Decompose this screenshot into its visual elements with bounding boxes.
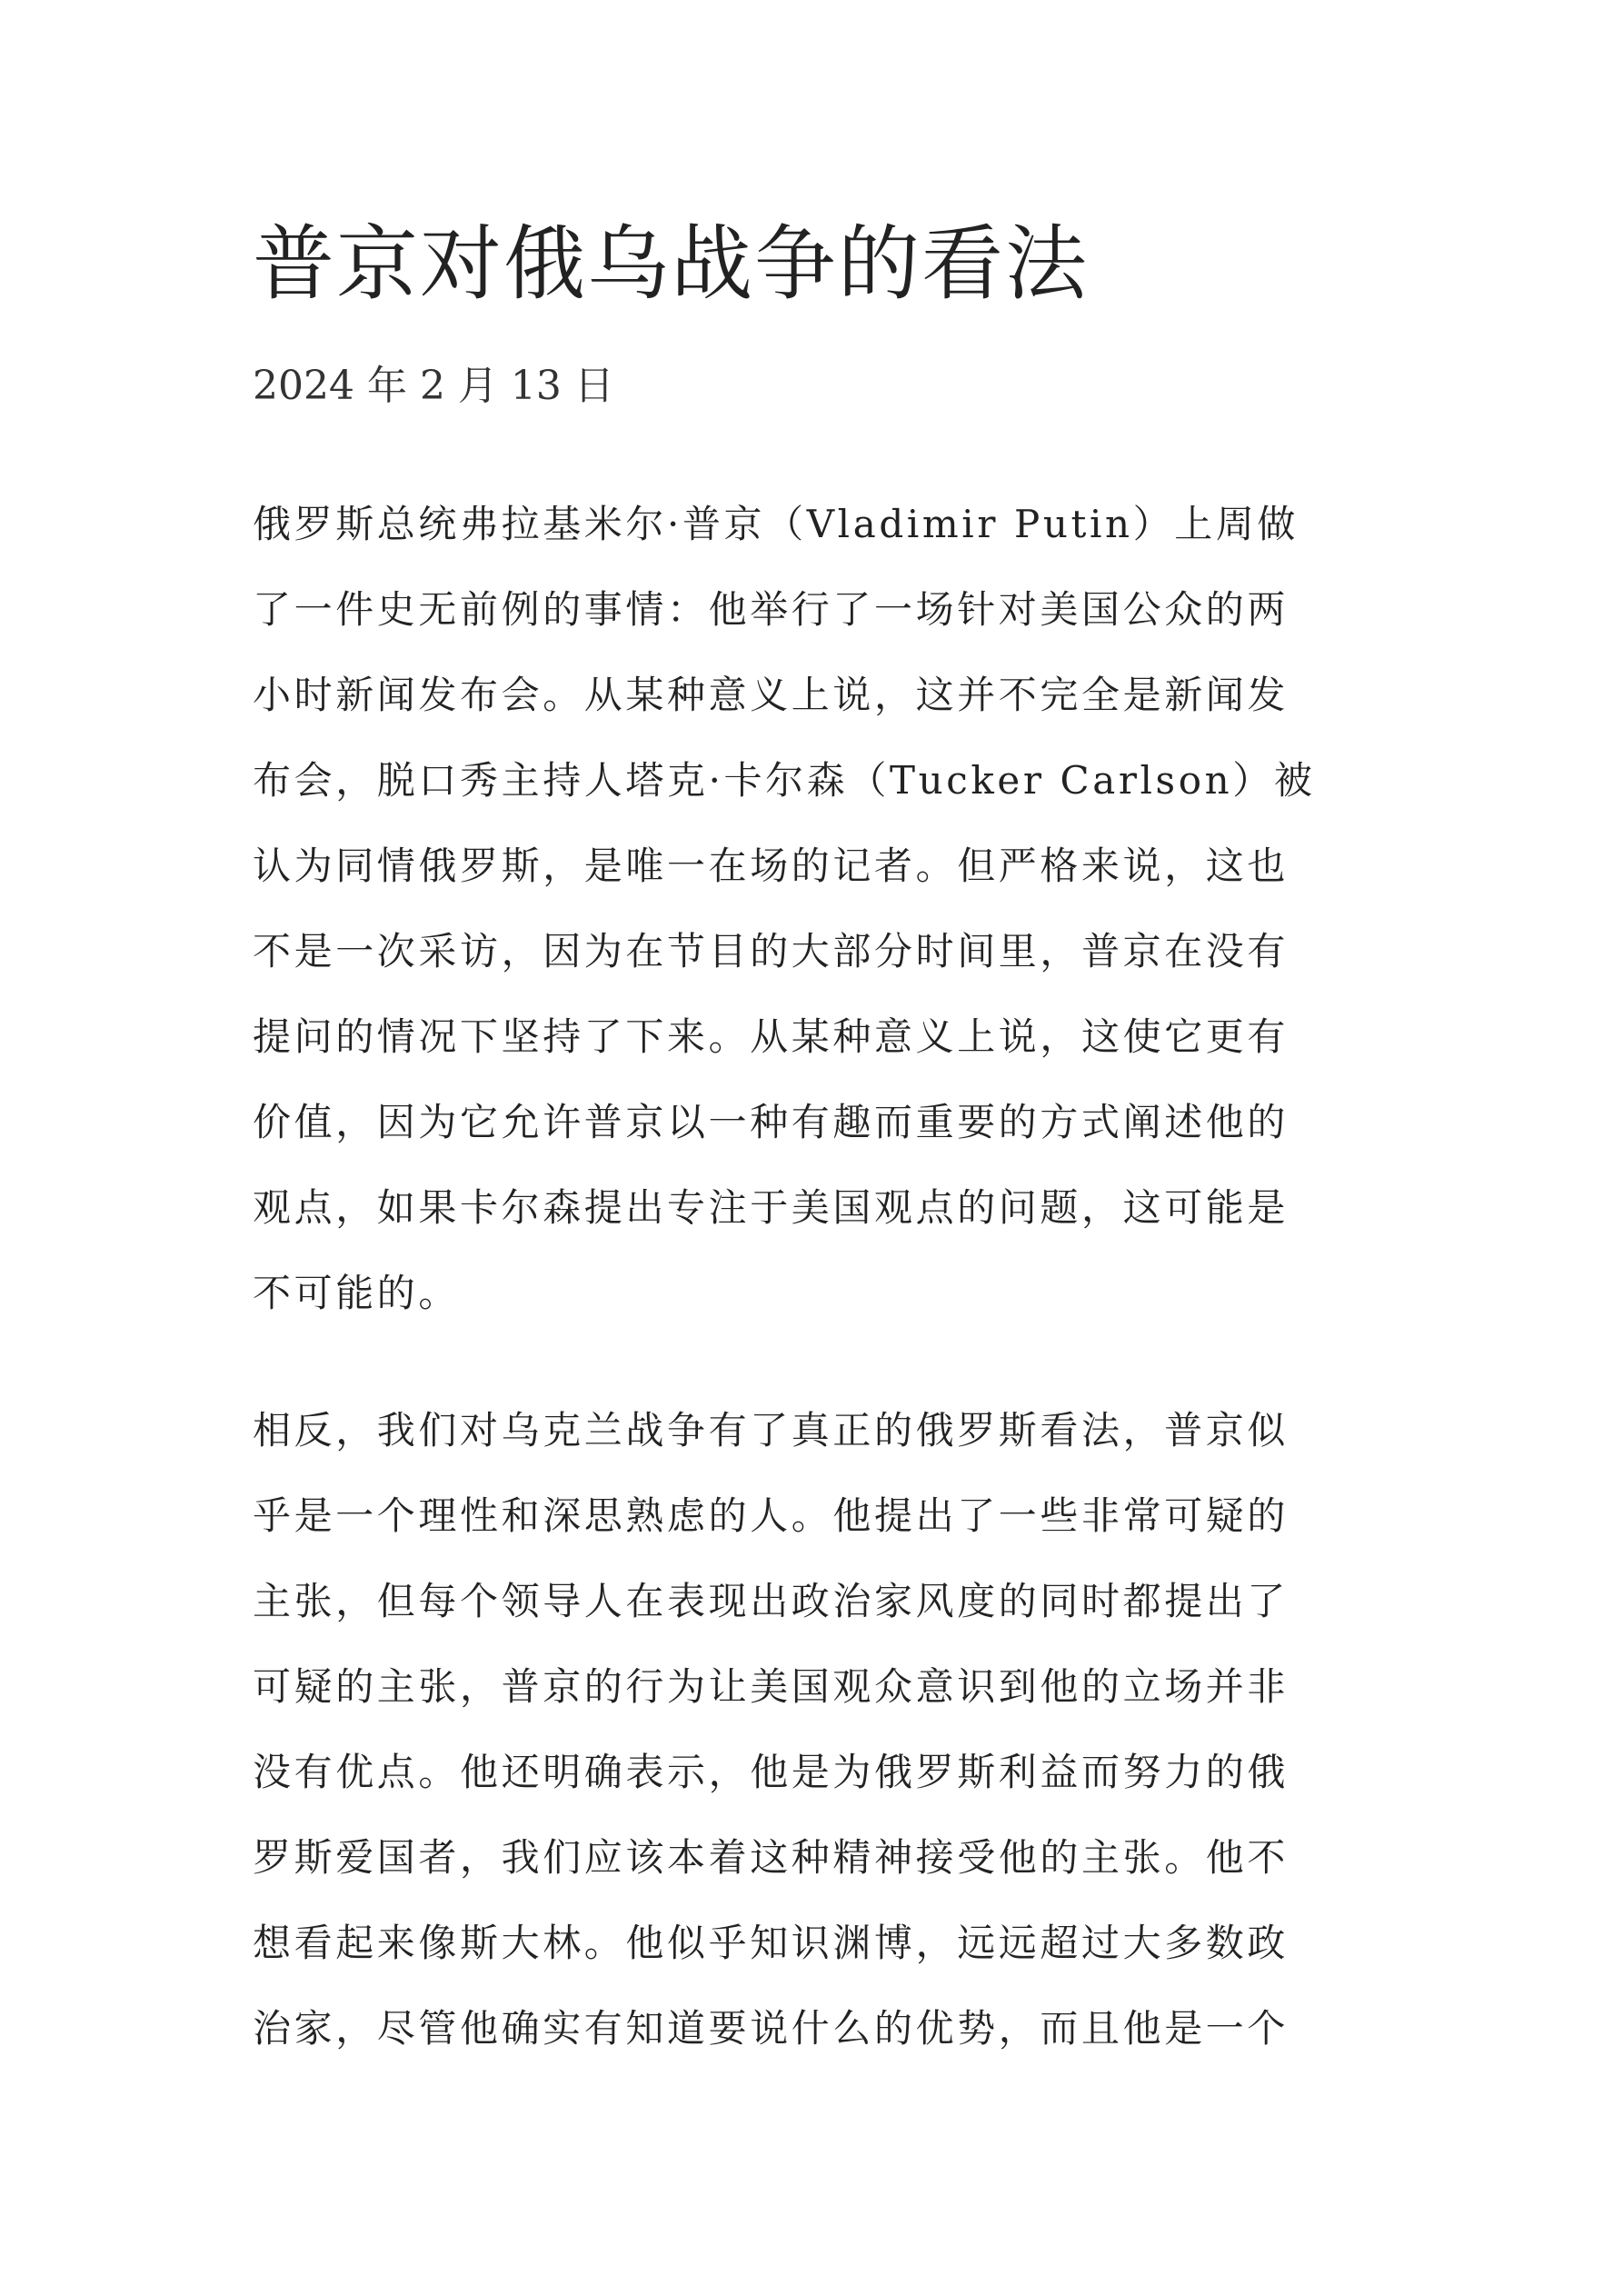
paragraph-line: 认为同情俄罗斯，是唯一在场的记者。但严格来说，这也 [253,844,1289,888]
article-date: 2024 年 2 月 13 日 [253,363,614,409]
paragraph-line: 治家，尽管他确实有知道要说什么的优势，而且他是一个 [253,2006,1289,2051]
article-title: 普京对俄乌战争的看法 [253,216,1089,312]
paragraph-line: 乎是一个理性和深思熟虑的人。他提出了一些非常可疑的 [253,1493,1289,1538]
paragraph-line: 不是一次采访，因为在节目的大部分时间里，普京在没有 [253,929,1289,973]
paragraph-line: 想看起来像斯大林。他似乎知识渊博，远远超过大多数政 [253,1921,1289,1965]
paragraph-1 [253,482,1361,1336]
paragraph-line: 不可能的。 [253,1271,461,1315]
paragraph-line: 布会，脱口秀主持人塔克·卡尔森（Tucker Carlson）被 [253,758,1316,803]
paragraph-line: 主张，但每个领导人在表现出政治家风度的同时都提出了 [253,1579,1289,1623]
paragraph-2 [253,1388,1361,2071]
paragraph-line: 价值，因为它允许普京以一种有趣而重要的方式阐述他的 [253,1100,1289,1144]
paragraph-line: 提问的情况下坚持了下来。从某种意义上说，这使它更有 [253,1014,1289,1059]
paragraph-line: 小时新闻发布会。从某种意义上说，这并不完全是新闻发 [253,673,1289,717]
paragraph-line: 没有优点。他还明确表示，他是为俄罗斯利益而努力的俄 [253,1750,1289,1794]
paragraph-line: 了一件史无前例的事情：他举行了一场针对美国公众的两 [253,587,1289,632]
paragraph-line: 相反，我们对乌克兰战争有了真正的俄罗斯看法，普京似 [253,1408,1289,1452]
paragraph-line: 俄罗斯总统弗拉基米尔·普京（Vladimir Putin）上周做 [253,502,1299,546]
paragraph-line: 可疑的主张，普京的行为让美国观众意识到他的立场并非 [253,1664,1289,1709]
paragraph-line: 罗斯爱国者，我们应该本着这种精神接受他的主张。他不 [253,1835,1289,1880]
paragraph-line: 观点，如果卡尔森提出专注于美国观点的问题，这可能是 [253,1185,1289,1230]
